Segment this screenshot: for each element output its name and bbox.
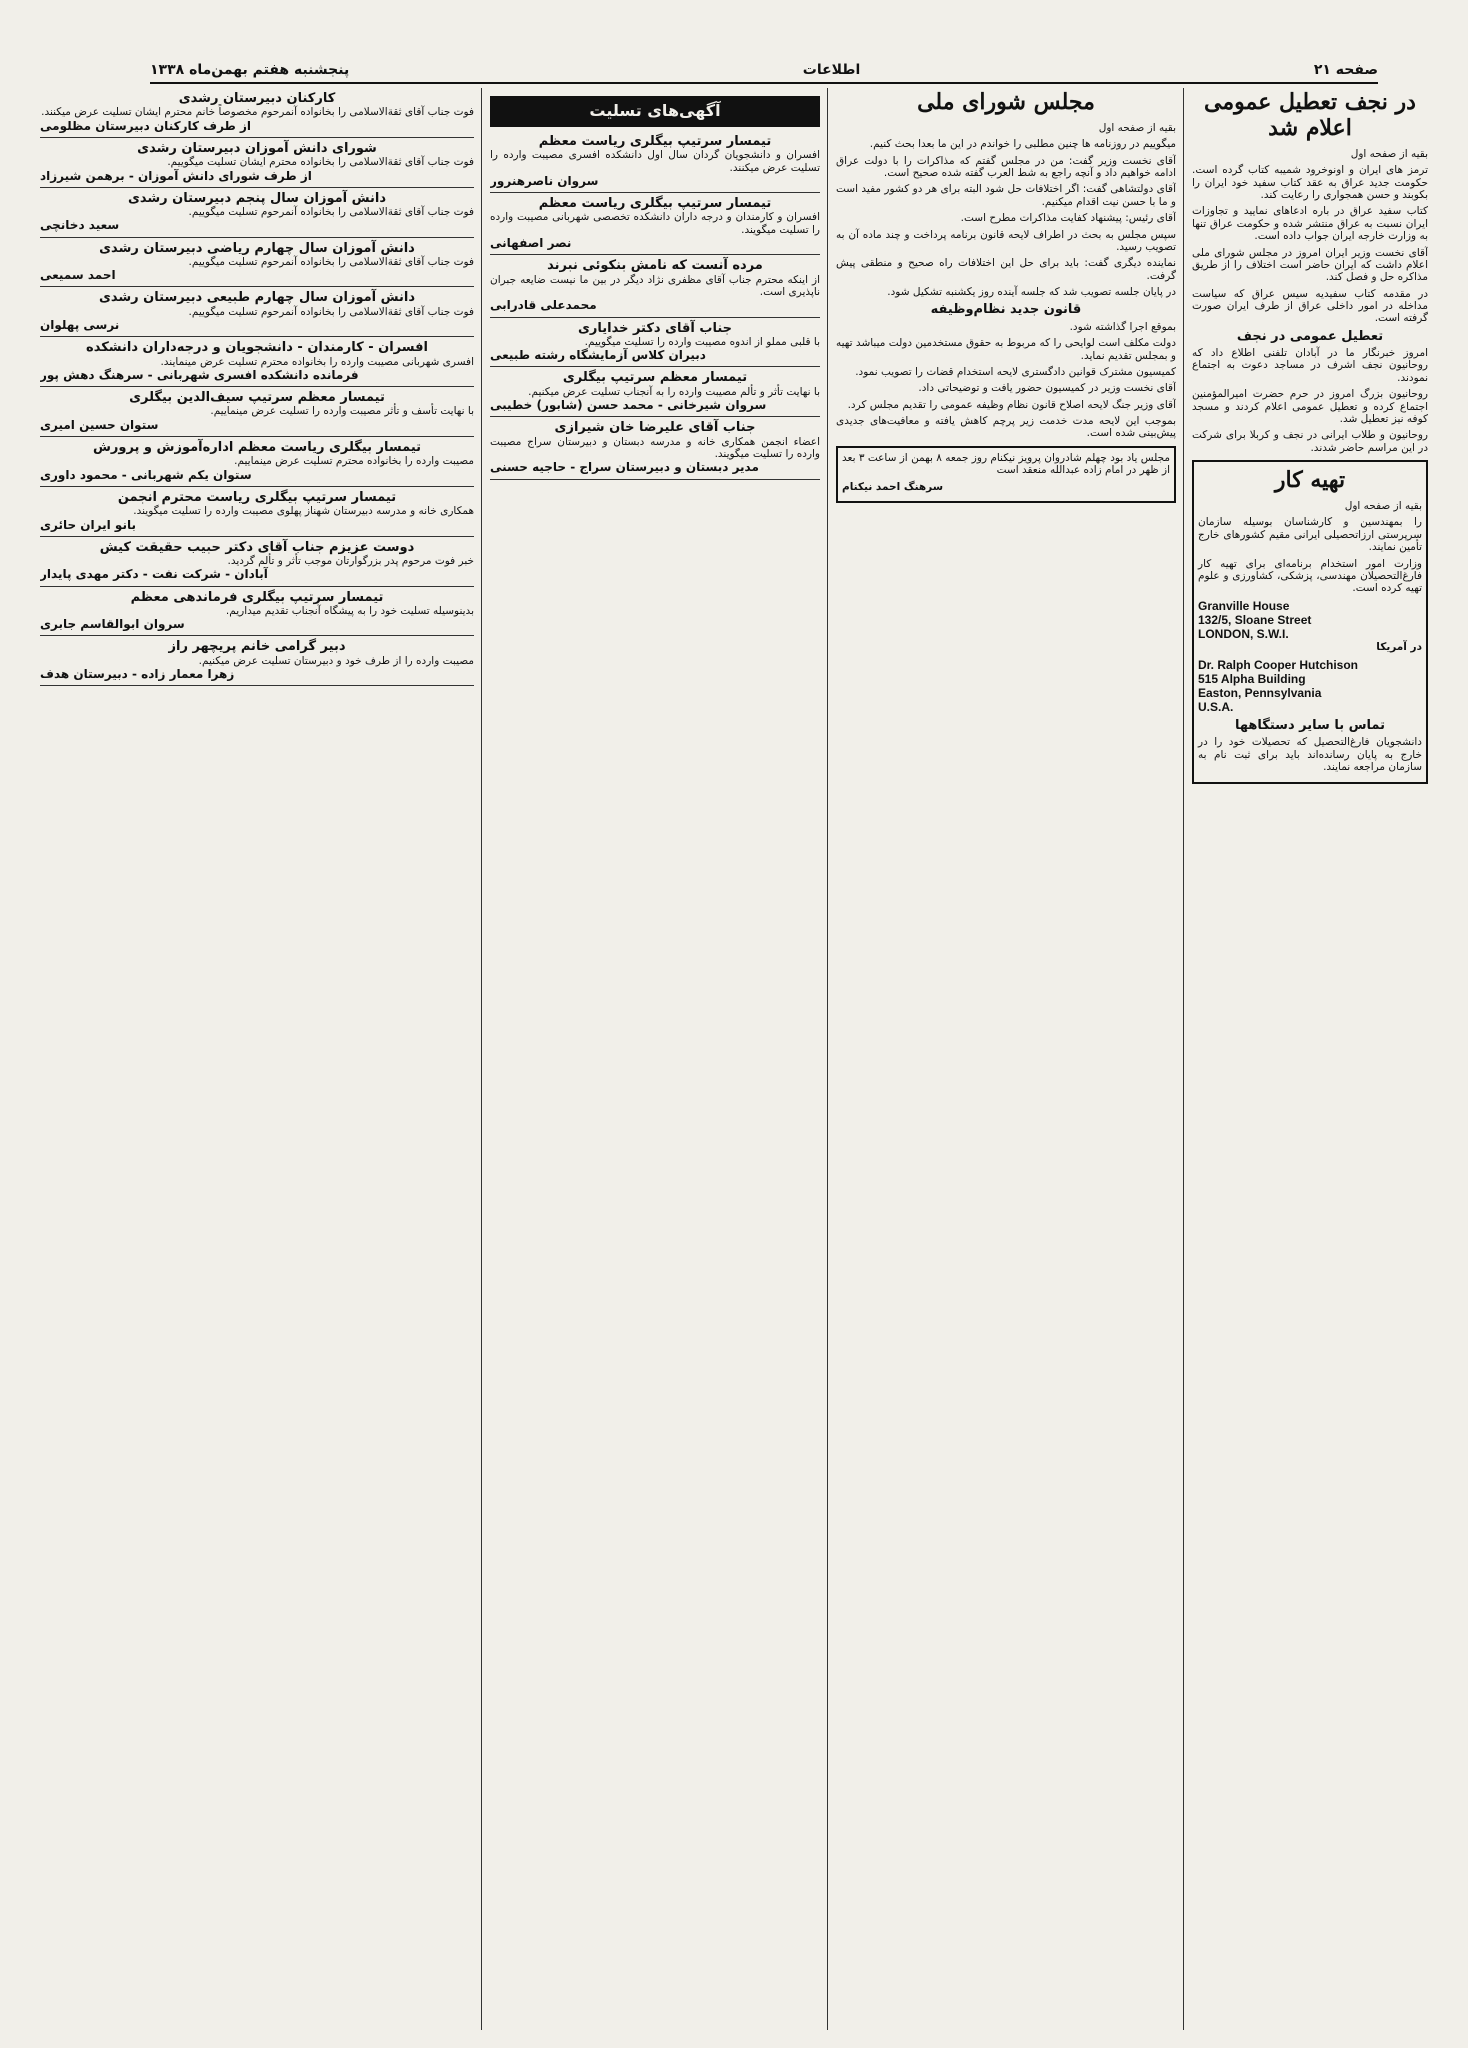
column-majlis — [836, 88, 1176, 2030]
notice-title: دبیر گرامی خانم پریچهر راز — [168, 639, 346, 655]
najaf-para: ترمز های ایران و اونوخرود شمیبه کتاب گرده است. حکومت جدید عراق به عقد کتاب سفید خود ایران را بکوبند و حسن همجواری را رعایت کند. — [1192, 164, 1428, 202]
condolence-notice — [490, 255, 820, 317]
notices-left-list — [40, 88, 474, 686]
notice-sign: سروان ناصرهنرور — [490, 173, 599, 188]
majlis-para: میگوییم در روزنامه ها چنین مطلبی را خواندم در این ما بعدا بحث کنیم. — [869, 138, 1176, 151]
notice-sign: دبیران کلاس آزمایشگاه رشته طبیعی — [490, 348, 706, 363]
majlis-para: بقیه از صفحه اول — [1098, 121, 1176, 134]
notice-sign: نرسی پهلوان — [40, 318, 120, 333]
condolence-notice — [40, 437, 474, 487]
condolence-notice — [490, 318, 820, 368]
notice-text: خبر فوت مرحوم پدر بزرگوارتان موجب تأثر و تألم گردید. — [227, 555, 474, 568]
notice-title: دوست عزیزم جناب آقای دکتر حبیب حقیقت کیش — [99, 539, 415, 555]
majlis-para: نماینده دیگری گفت: باید برای حل این اختلافات راه صحیح و منطقی پیش گرفت. — [836, 257, 1176, 282]
notice-text: فوت جناب آقای ثقة‌الاسلامی را بخانواده محترم ایشان تسلیت میگوییم. — [167, 156, 474, 169]
notice-text: فوت جناب آقای ثقة‌الاسلامی را بخانواده آنمرحوم تسلیت میگوییم. — [188, 255, 474, 268]
memorial-box — [836, 446, 1176, 503]
address-line: Easton, Pennsylvania — [1198, 685, 1322, 700]
aid-para: را بمهندسین و کارشناسان بوسیله سازمان سرپرستی ارزاتحصیلی ایرانی مقیم کشورهای خارج تأمین نمایند. — [1198, 516, 1422, 554]
usa-label: در آمریکا — [1376, 641, 1422, 654]
law-para: دولت مکلف است لوایحی را که مربوط به حقوق مستخدمین دولت میباشد تهیه و بمجلس تقدیم نماید. — [836, 337, 1176, 362]
notice-text: با نهایت تأسف و تأثر مصیبت وارده را تسلیت عرض مینماییم. — [210, 405, 474, 418]
column-rule — [827, 88, 828, 2030]
najaf-para: امروز خبرنگار ما در آبادان تلفنی اطلاع داد که روحانیون نجف اشرف در مساجد دعوت به اجتماع نمودند. — [1192, 347, 1428, 384]
majlis-para: سپس مجلس به بحث در اطراف لایحه قانون برنامه پرداخت و چند ماده آن به تصویب رسید. — [836, 228, 1176, 253]
condolence-notice — [40, 587, 474, 637]
notice-sign: محمدعلی قادرابی — [490, 298, 597, 313]
notice-sign: ستوان یکم شهربانی - محمود داوری — [40, 467, 252, 482]
notice-text: بدینوسیله تسلیت خود را به پیشگاه آنجناب تقدیم میداریم. — [225, 604, 474, 617]
notice-title: دانش آموزان سال چهارم طبیعی دبیرستان رشدی — [98, 290, 416, 306]
notice-title: جناب آقای دکتر خدایاری — [577, 320, 733, 336]
najaf-para: روحانیون بزرگ امروز در حرم حضرت امیرالمؤمنین اجتماع کرده و تعطیل عمومی اعلام کردند و مسجد کوفه نیز تعطیل شد. — [1192, 388, 1428, 425]
masthead — [150, 58, 1378, 84]
notice-sign: احمد سمیعی — [40, 268, 116, 283]
notice-text: فوت جناب آقای ثقة‌الاسلامی را بخانواده آنمرحوم تسلیت میگوییم. — [188, 305, 474, 318]
notice-text: از اینکه محترم جناب آقای مظفری نژاد دیگر در بین ما نیست ضایعه جبران ناپذیری است. — [490, 273, 820, 299]
majlis-headline: مجلس شورای ملی — [917, 89, 1095, 115]
notice-title: تیمسار بیگلری ریاست معظم اداره‌آموزش و پرورش — [92, 440, 422, 456]
najaf-para: بقیه از صفحه اول — [1350, 147, 1428, 160]
column-notices-right — [40, 88, 474, 2030]
condolence-notice — [40, 138, 474, 188]
notice-text: مصیبت وارده را از طرف خود و دبیرستان تسلیت عرض میکنیم. — [198, 654, 474, 667]
notice-text: افسری شهربانی مصیبت وارده را بخانواده محترم تسلیت عرض مینمایند. — [160, 355, 474, 368]
law-para: آقای نخست وزیر در کمیسیون حضور یافت و توضیحاتی داد. — [918, 382, 1176, 395]
notice-title: تیمسار سرتیپ بیگلری ریاست معظم — [538, 196, 772, 212]
columns — [40, 88, 1428, 2030]
aid-headline: تهیه کار — [1274, 467, 1346, 494]
notice-text: همکاری خانه و مدرسه دبیرستان شهناز پهلوی مصیبت وارده را تسلیت میگویند. — [133, 505, 474, 518]
notice-title: دانش آموزان سال چهارم ریاضی دبیرستان رشدی — [99, 240, 415, 256]
column-notices-mid — [490, 88, 820, 2030]
condolence-notice — [40, 487, 474, 537]
majlis-para: آقای دولتشاهی گفت: اگر اختلافات حل شود البته برای هر دو کشور مفید است و ما با حسن نیت اقدام میکنیم. — [836, 183, 1176, 208]
notice-title: کارکنان دبیرستان رشدی — [178, 91, 336, 106]
address-line: LONDON, S.W.I. — [1198, 627, 1289, 641]
law-para: بموقع اجرا گذاشته شود. — [1069, 320, 1176, 333]
notice-text: فوت جناب آقای ثقة‌الاسلامی را بخانواده آنمرحوم تسلیت میگوییم. — [188, 206, 474, 219]
notice-sign: سروان شیرخانی - محمد حسن (شابور) خطیبی — [490, 398, 767, 413]
condolence-notice — [40, 636, 474, 686]
notice-sign: از طرف کارکنان دبیرستان مظلومی — [40, 118, 252, 133]
notice-text: با نهایت تأثر و تألم مصیبت وارده را به آنجناب تسلیت عرض میکنیم. — [528, 385, 820, 398]
najaf-headline: در نجف تعطیل عمومی اعلام شد — [1204, 89, 1416, 141]
law-subheading: قانون جدید نظام‌وظیفه — [930, 302, 1082, 318]
column-rule — [1183, 88, 1184, 2030]
notices-mid-list — [490, 131, 820, 480]
newspaper-name: اطلاعات — [802, 62, 861, 78]
aid-subheading: تماس با سایر دستگاهها — [1234, 718, 1386, 734]
law-para: بموجب این لایحه مدت خدمت زیر پرچم کاهش یافته و معافیت‌های جدیدی پیش‌بینی شده است. — [836, 415, 1176, 440]
condolence-notice — [40, 287, 474, 337]
notice-sign: زهرا معمار زاده - دبیرستان هدف — [40, 667, 235, 682]
condolence-notice — [40, 88, 474, 138]
notice-sign: ستوان حسین امیری — [40, 417, 159, 432]
notice-title: افسران - کارمندان - دانشجویان و درجه‌داران دانشکده — [86, 340, 428, 356]
majlis-para: در پایان جلسه تصویب شد که جلسه آینده روز یکشنبه تشکیل شود. — [887, 286, 1176, 299]
column-rule — [481, 88, 482, 2030]
notice-title: تیمسار سرتیپ بیگلری ریاست محترم انجمن — [117, 489, 397, 505]
notice-title: تیمسار معظم سرتیپ بیگلری — [562, 370, 748, 386]
notice-title: تیمسار سرتیپ بیگلری ریاست معظم — [538, 133, 772, 149]
notice-title: تیمسار سرتیپ بیگلری فرماندهی معظم — [130, 589, 384, 605]
condolence-notice — [40, 537, 474, 587]
notice-text: افسران و دانشجویان گردان سال اول دانشکده افسری مصیبت وارده را تسلیت عرض میکنند. — [490, 149, 820, 174]
najaf-para: کتاب سفید عراق در باره ادعاهای نمایید و تجاوزات ایران نسبت به عراق منتشر شده و حکومت عراق تنها به وزارت خارجه ایران جواب داده است. — [1192, 205, 1428, 243]
address-line: U.S.A. — [1198, 700, 1234, 714]
address-line: Granville House — [1198, 598, 1290, 613]
aid-para: بقیه از صفحه اول — [1344, 500, 1422, 513]
notice-sign: مدیر دبستان و دبیرستان سراج - حاجیه حسنی — [490, 460, 759, 475]
aid-para: دانشجویان فارغ‌التحصیل که تحصیلات خود را در خارج به پایان رسانده‌اند باید برای ثبت نام به سازمان مراجعه نمایند. — [1198, 736, 1422, 774]
notice-text: فوت جناب آقای ثقة‌الاسلامی را بخانواده آنمرحوم مخصوصاً خانم محترم ایشان تسلیت عرض میکنند. — [41, 106, 474, 119]
usa-address — [1198, 658, 1422, 715]
condolence-notice — [40, 238, 474, 288]
notice-title: تیمسار معظم سرتیپ سیف‌الدین بیگلری — [129, 390, 385, 406]
notice-title: جناب آقای علیرضا خان شیرازی — [554, 420, 756, 436]
issue-date: پنجشنبه هفتم بهمن‌ماه ۱۳۳۸ — [150, 62, 350, 78]
aid-box — [1192, 460, 1428, 784]
law-para: کمیسیون مشترک قوانین دادگستری لایحه استخدام قضات را تصویب نمود. — [855, 365, 1176, 378]
notice-title: شورای دانش آموزان دبیرستان رشدی — [137, 140, 377, 156]
london-address — [1198, 599, 1422, 641]
notice-sign: آبادان - شرکت نفت - دکتر مهدی پایدار — [40, 567, 268, 582]
condolence-notice — [40, 387, 474, 437]
majlis-para: آقای رئیس: پیشنهاد کفایت مذاکرات مطرح است. — [960, 212, 1176, 225]
notice-sign: بانو ایران حائری — [40, 517, 136, 532]
address-line: 515 Alpha Building — [1198, 671, 1306, 686]
memorial-sign: سرهنگ احمد نیکنام — [842, 480, 944, 493]
condolence-notice — [490, 131, 820, 193]
notice-sign: سعید دخانچی — [40, 218, 120, 233]
address-line: 132/5, Sloane Street — [1198, 612, 1312, 627]
aid-para: وزارت امور استخدام برنامه‌ای برای تهیه کار فارغ‌التحصیلان مهندسی، پزشکی، کشاورزی و علوم تهیه کرده است. — [1198, 557, 1422, 595]
notice-title: دانش آموزان سال پنجم دبیرستان رشدی — [127, 190, 387, 206]
najaf-para: آقای نخست وزیر ایران امروز در مجلس شورای ملی اعلام داشت که ایران حاضر است اختلاف را از طریق مذاکره حل و فصل کند. — [1192, 246, 1428, 284]
ads-title: آگهی‌های تسلیت — [490, 96, 820, 127]
notice-sign: فرمانده دانشکده افسری شهربانی - سرهنگ دهش پور — [40, 368, 359, 382]
majlis-para: آقای نخست وزیر گفت: من در مجلس گفتم که مذاکرات را با دولت عراق ادامه خواهیم داد و آنچه راجع به شط العرب گفته شده صحیح است. — [836, 154, 1176, 180]
page-number: صفحه ۲۱ — [1313, 62, 1378, 78]
notice-text: اعضاء انجمن همکاری خانه و مدرسه دبستان و دبیرستان سراج مصیبت وارده را تسلیت میگویند. — [490, 435, 820, 460]
najaf-para: در مقدمه کتاب سفیدیه سیس عراق که سیاست مداخله در امور داخلی عراق از طرف ایران صورت گرفته است. — [1192, 287, 1428, 325]
notice-sign: از طرف شورای دانش آموزان - برهمن شیرزاد — [40, 168, 312, 183]
condolence-notice — [40, 188, 474, 238]
address-line: Dr. Ralph Cooper Hutchison — [1198, 657, 1359, 672]
najaf-subheading: تعطیل عمومی در نجف — [1236, 328, 1384, 344]
memorial-text: مجلس یاد بود چهلم شادروان پرویز نیکنام روز جمعه ۸ بهمن از ساعت ۳ بعد از ظهر در امام زاده عبدالله منعقد است — [842, 451, 1170, 477]
notice-text: با قلبی مملو از اندوه مصیبت وارده را تسلیت میگوییم. — [584, 335, 820, 348]
notice-title: مرده آنست که نامش بنکوئی نبرند — [547, 258, 763, 274]
law-para: آقای وزیر جنگ لایحه اصلاح قانون نظام وظیفه عمومی را تقدیم مجلس کرد. — [847, 398, 1176, 411]
najaf-para: روحانیون و طلاب ایرانی در نجف و کربلا برای شرکت در این مراسم حاضر شدند. — [1192, 429, 1428, 454]
notice-text: مصیبت وارده را بخانواده محترم تسلیت عرض مینماییم. — [234, 455, 474, 468]
column-najaf — [1192, 88, 1428, 2030]
condolence-notice — [490, 367, 820, 417]
condolence-notice — [490, 193, 820, 255]
condolence-notice — [490, 417, 820, 479]
notice-sign: سروان ابوالقاسم جابری — [40, 617, 185, 632]
notice-text: افسران و کارمندان و درجه داران دانشکده تخصصی شهربانی مصیبت وارده را تسلیت میگویند. — [490, 211, 820, 236]
notice-sign: نصر اصفهانی — [490, 236, 572, 251]
condolence-notice — [40, 337, 474, 387]
